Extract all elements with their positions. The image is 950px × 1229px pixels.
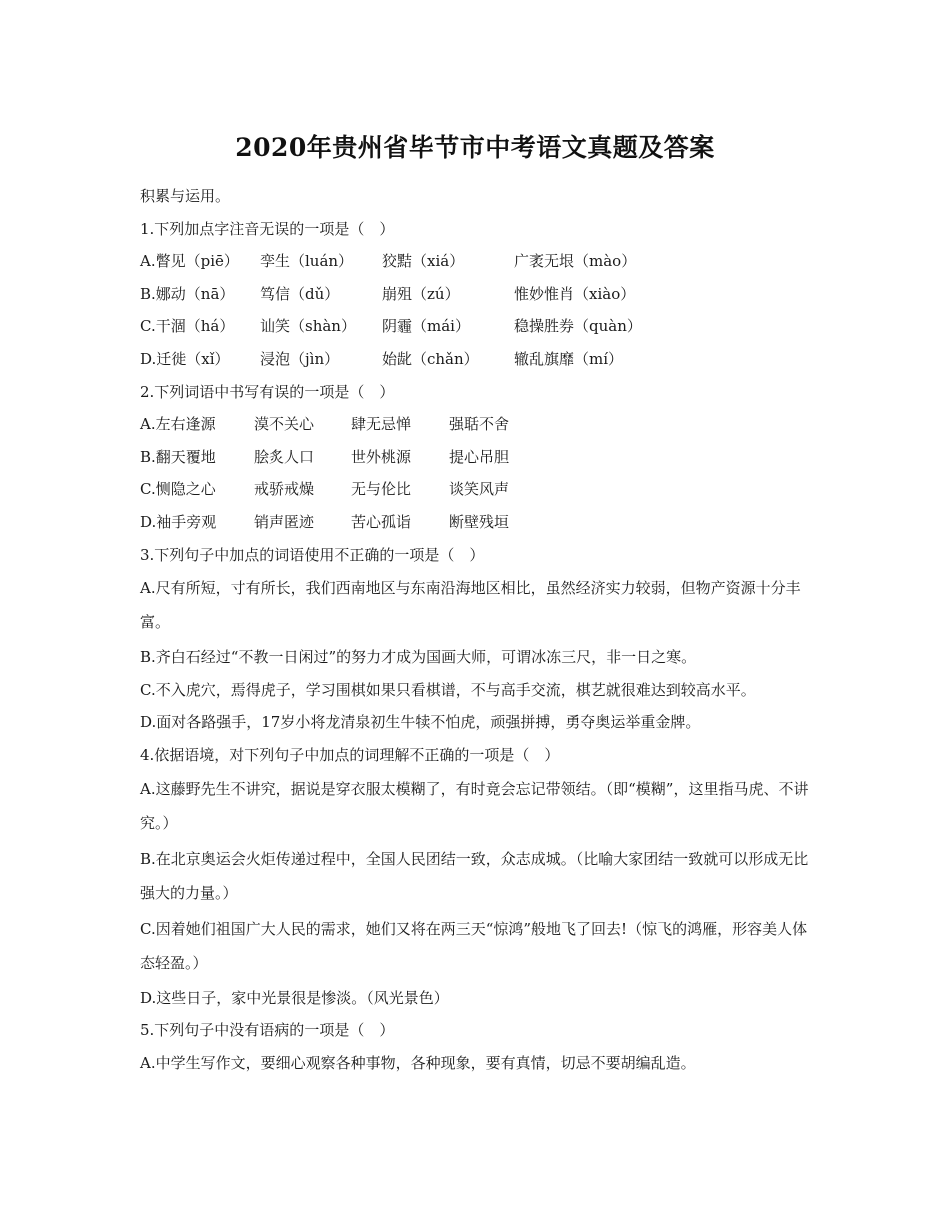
question-2-option-c — [140, 473, 820, 506]
option-item: 阴霾（mái） — [382, 317, 470, 336]
question-1-option-c — [140, 310, 820, 343]
question-3-option-d: D.面对各路强手，17岁小将龙清泉初生牛犊不怕虎，顽强拼搏，勇夺奥运举重金牌。 — [140, 713, 701, 732]
question-3-option-b: B.齐白石经过“不教一日闲过”的努力才成为国画大师，可谓冰冻三尺，非一日之寒。 — [140, 648, 697, 667]
question-2-option-a — [140, 408, 820, 441]
option-item: 崩殂（zú） — [382, 284, 460, 303]
option-item: 稳操胜券（quàn） — [514, 317, 642, 336]
option-item: 肆无忌惮 — [351, 415, 412, 434]
option-item: A.瞥见（piē） — [140, 252, 239, 271]
option-item: 谈笑风声 — [449, 480, 510, 499]
question-4-option-c: C.因着她们祖国广大人民的需求，她们又将在两三天“惊鸿”般地飞了回去!（惊飞的鸿雁，形容美人体态轻盈。） — [140, 919, 808, 972]
option-item: 提心吊胆 — [449, 447, 510, 466]
option-item: 戒骄戒燥 — [254, 480, 315, 499]
option-item: 始龀（chǎn） — [382, 349, 479, 368]
option-item: C.干涸（há） — [140, 317, 235, 336]
question-4-option-a: A.这藤野先生不讲究，据说是穿衣服太模糊了，有时竟会忘记带领结。（即“模糊”，这里指马虎、不讲究。） — [140, 779, 809, 832]
question-1-option-b — [140, 278, 820, 311]
option-item: 无与伦比 — [351, 480, 412, 499]
option-item: A.左右逢源 — [140, 415, 216, 434]
question-1-option-d — [140, 343, 820, 376]
option-item: 世外桃源 — [351, 447, 412, 466]
option-item: C.恻隐之心 — [140, 480, 216, 499]
question-2-option-b — [140, 441, 820, 474]
option-item: 浸泡（jìn） — [260, 349, 340, 368]
question-3-option-a: A.尺有所短，寸有所长，我们西南地区与东南沿海地区相比，虽然经济实力较弱，但物产资源十分丰富。 — [140, 579, 801, 632]
option-item: 孪生（luán） — [260, 252, 354, 271]
option-item: 断壁残垣 — [449, 512, 510, 531]
question-1-stem: 1.下列加点字注音无误的一项是（ ） — [140, 219, 395, 238]
option-item: 笃信（dǔ） — [260, 284, 340, 303]
question-4-option-d: D.这些日子，家中光景很是惨淡。（风光景色） — [140, 988, 449, 1007]
document-body — [140, 180, 820, 1079]
question-2-option-d — [140, 506, 820, 539]
question-4-stem: 4.依据语境，对下列句子中加点的词理解不正确的一项是（ ） — [140, 745, 560, 764]
question-3-stem: 3.下列句子中加点的词语使用不正确的一项是（ ） — [140, 545, 485, 564]
option-item: 广袤无垠（mào） — [514, 252, 637, 271]
question-5-option-a: A.中学生写作文，要细心观察各种事物，各种现象，要有真情，切忌不要胡编乱造。 — [140, 1053, 696, 1072]
option-item: B.娜动（nā） — [140, 284, 235, 303]
option-item: 狡黠（xiá） — [382, 252, 465, 271]
option-item: 惟妙惟肖（xiào） — [514, 284, 636, 303]
option-item: 苦心孤诣 — [351, 512, 412, 531]
option-item: 漠不关心 — [254, 415, 315, 434]
document-title: 2020年贵州省毕节市中考语文真题及答案 — [235, 133, 715, 162]
option-item: D.迁徙（xǐ） — [140, 349, 230, 368]
section-heading: 积累与运用。 — [140, 187, 231, 205]
question-5-stem: 5.下列句子中没有语病的一项是（ ） — [140, 1021, 395, 1040]
option-item: 辙乱旗靡（mí） — [514, 349, 624, 368]
question-3-option-c: C.不入虎穴，焉得虎子，学习围棋如果只看棋谱，不与高手交流，棋艺就很难达到较高水平。 — [140, 680, 756, 699]
question-1-option-a — [140, 245, 820, 278]
option-item: B.翻天覆地 — [140, 447, 216, 466]
option-item: 讪笑（shàn） — [260, 317, 356, 336]
question-4-option-b: B.在北京奥运会火炬传递过程中，全国人民团结一致，众志成城。（比喻大家团结一致就可以形成无比强大的力量。） — [140, 849, 809, 902]
option-item: 脍炙人口 — [254, 447, 315, 466]
option-item: 强聒不舍 — [449, 415, 510, 434]
question-2-stem: 2.下列词语中书写有误的一项是（ ） — [140, 382, 395, 401]
option-item: 销声匿迹 — [254, 512, 315, 531]
option-item: D.袖手旁观 — [140, 512, 217, 531]
